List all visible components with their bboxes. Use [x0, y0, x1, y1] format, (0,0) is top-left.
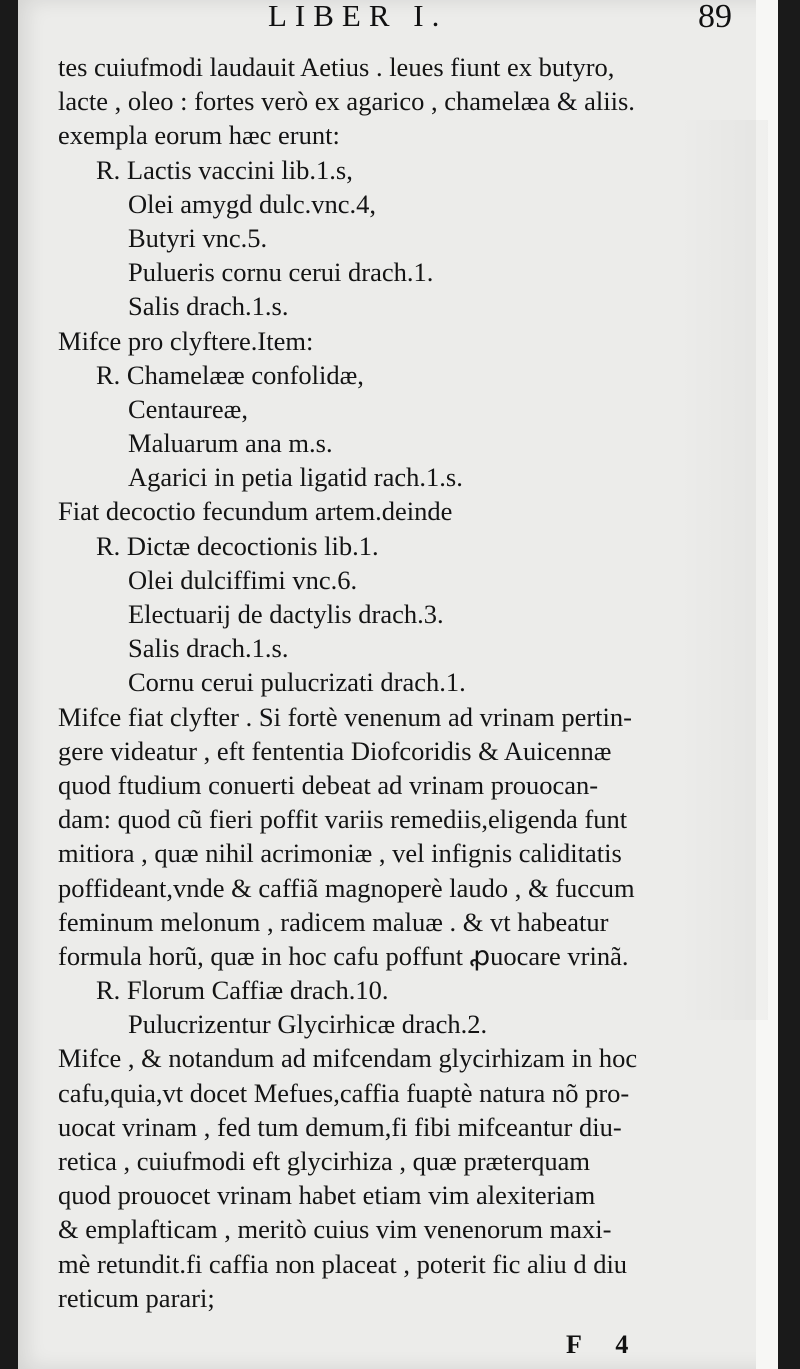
text-line: R. Dictæ decoctionis lib.1. [96, 530, 379, 561]
text-line: Maluarum ana m.s. [128, 428, 333, 459]
text-line: Pulueris cornu cerui drach.1. [128, 257, 434, 288]
text-line: quod ftudium conuerti debeat ad vrinam prouocan- [58, 769, 599, 800]
text-line: poffideant,vnde & caffiã magnoperè laudo , & fuccum [58, 872, 635, 903]
text-line: Mifce pro clyftere.Item: [58, 325, 314, 356]
text-line: Butyri vnc.5. [128, 222, 268, 253]
text-line: Salis drach.1.s. [128, 291, 289, 322]
text-line: feminum melonum , radicem maluæ . & vt habeatur [58, 906, 609, 937]
text-line: exempla eorum hæc erunt: [58, 120, 340, 151]
text-line: & emplafticam , meritò cuius vim venenorum maxi- [58, 1214, 612, 1245]
text-line: mè retundit.fi caffia non placeat , poterit fic aliu d diu [58, 1248, 628, 1279]
text-line: Cornu cerui pulucrizati drach.1. [128, 667, 466, 698]
text-line: lacte , oleo : fortes verò ex agarico , chamelæa & aliis. [58, 86, 635, 117]
text-line: Salis drach.1.s. [128, 633, 289, 664]
body-text [58, 50, 758, 1315]
text-line: formula horũ, quæ in hoc cafu poffunt ꝓuocare vrinã. [58, 940, 629, 971]
text-line: quod prouocet vrinam habet etiam vim alexiteriam [58, 1180, 596, 1211]
signature-mark: F 4 [566, 1330, 643, 1359]
text-line: Olei dulciffimi vnc.6. [128, 564, 358, 595]
text-line: dam: quod cũ fieri poffit variis remediis,eligenda funt [58, 804, 628, 835]
text-line: Fiat decoctio fecundum artem.deinde [58, 496, 453, 527]
text-line: Pulucrizentur Glycirhicæ drach.2. [128, 1009, 488, 1040]
text-line: tes cuiufmodi laudauit Aetius . leues fiunt ex butyro, [58, 52, 615, 82]
text-line: Electuarij de dactylis drach.3. [128, 599, 444, 629]
book-page [18, 0, 778, 1369]
text-line: retica , cuiufmodi eft glycirhiza , quæ præterquam [58, 1146, 591, 1176]
text-line: cafu,quia,vt docet Mefues,caffia fuaptè natura nõ pro- [58, 1077, 630, 1108]
text-line: R. Florum Caffiæ drach.10. [96, 975, 389, 1006]
text-line: R. Lactis vaccini lib.1.s, [96, 154, 353, 185]
text-line: R. Chamelææ confolidæ, [96, 359, 364, 390]
page-header [18, 0, 778, 38]
text-line: Centaureæ, [128, 393, 248, 424]
text-line: gere videatur , eft fententia Diofcoridis & Auicennæ [58, 735, 612, 766]
text-line: mitiora , quæ nihil acrimoniæ , vel infignis caliditatis [58, 838, 622, 869]
text-line: reticum parari; [58, 1282, 215, 1313]
running-head: LIBER I. [268, 0, 448, 33]
page-footer [18, 1330, 778, 1364]
text-line: Mifce , & notandum ad mifcendam glycirhizam in hoc [58, 1043, 638, 1074]
text-line: Mifce fiat clyfter . Si fortè venenum ad vrinam pertin- [58, 701, 632, 732]
text-line: uocat vrinam , fed tum demum,fi fibi mifceantur diu- [58, 1111, 622, 1142]
page-number: 89 [698, 0, 732, 35]
text-line: Agarici in petia ligatid rach.1.s. [128, 462, 463, 493]
text-line: Olei amygd dulc.vnc.4, [128, 188, 377, 219]
